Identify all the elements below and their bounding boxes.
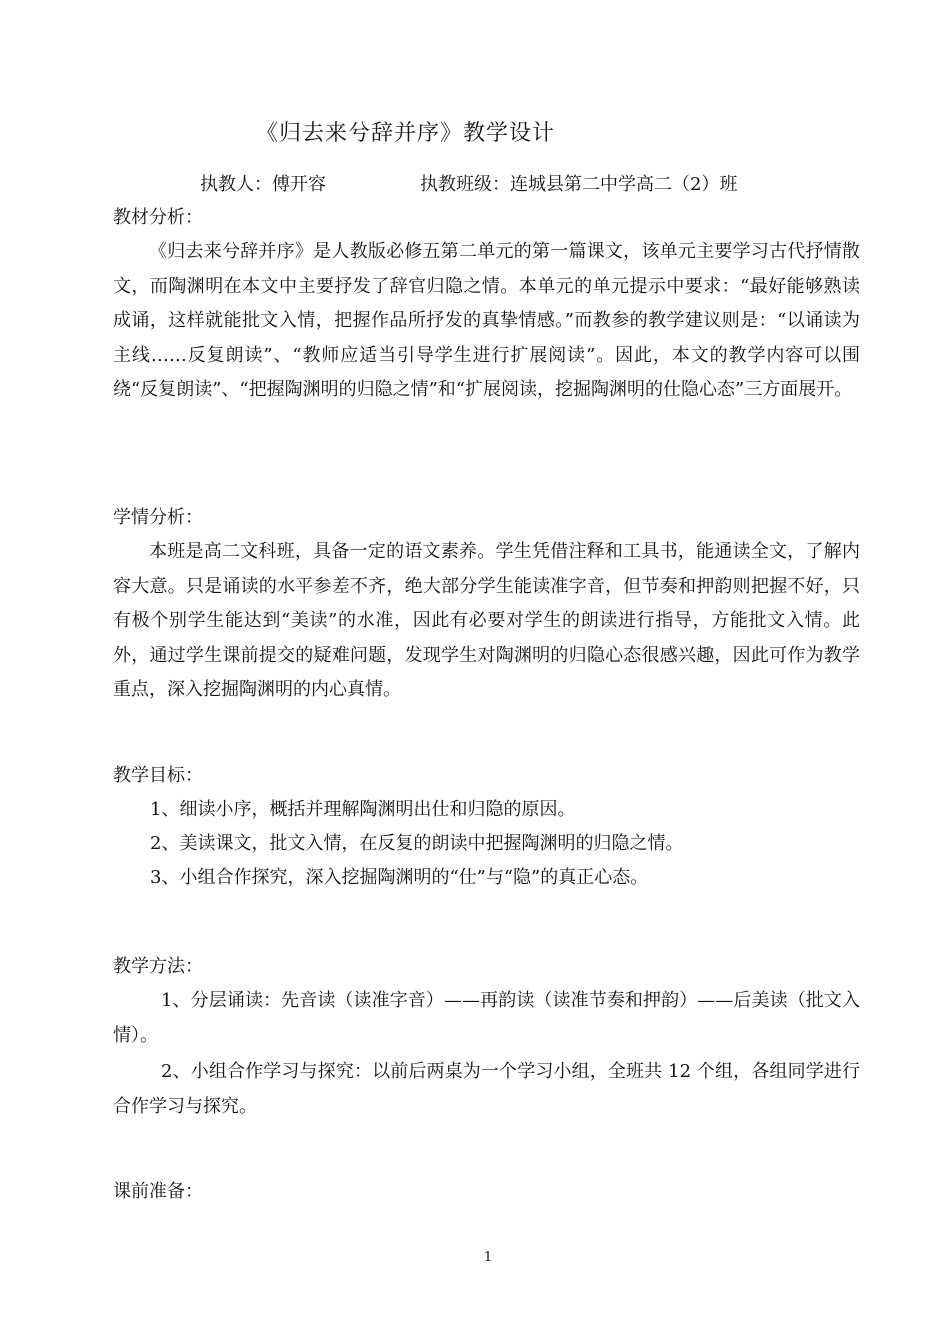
method-item: 1、分层诵读：先音读（读准字音）——再韵读（读准节奏和押韵）——后美读（批文入情）。 (113, 990, 860, 1046)
teacher-line: 执教人：傅开容 (200, 174, 326, 195)
teaching-goals-heading: 教学目标： (113, 765, 203, 786)
material-analysis-section (113, 201, 860, 408)
teaching-methods-section (113, 950, 860, 1124)
preparation-heading: 课前准备： (113, 1181, 203, 1202)
page-number: 1 (483, 1250, 493, 1265)
goal-item: 3、小组合作探究，深入挖掘陶渊明的“仕”与“隐”的真正心态。 (150, 867, 649, 888)
teaching-goals-section (113, 759, 860, 895)
goal-item: 1、细读小序，概括并理解陶渊明出仕和归隐的原因。 (150, 799, 576, 820)
document-title: 《归去来兮辞并序》教学设计 (256, 121, 556, 146)
preparation-section (113, 1175, 860, 1209)
method-item: 2、小组合作学习与探究：以前后两桌为一个学习小组，全班共 12 个组，各组同学进行合作学习与探究。 (113, 1061, 860, 1117)
material-analysis-paragraph: 《归去来兮辞并序》是人教版必修五第二单元的第一篇课文，该单元主要学习古代抒情散文，而陶渊明在本文中主要抒发了辞官归隐之情。本单元的单元提示中要求：“最好能够熟读成诵，这样就能批文入情，把握作品所抒发的真挚情感。”而教参的教学建议则是：“以诵读为主线……反复朗读”、“教师应适当引导学生进行扩展阅读”。因此，本文的教学内容可以围绕“反复朗读”、“把握陶渊明的归隐之情”和“扩展阅读，挖掘陶渊明的仕隐心态”三方面展开。 (113, 241, 860, 400)
class-line: 执教班级：连城县第二中学高二（2）班 (420, 174, 738, 195)
goal-item: 2、美读课文，批文入情，在反复的朗读中把握陶渊明的归隐之情。 (150, 833, 684, 854)
material-analysis-heading: 教材分析： (113, 207, 203, 228)
student-analysis-section (113, 501, 860, 708)
teaching-methods-heading: 教学方法： (113, 956, 203, 977)
student-analysis-paragraph: 本班是高二文科班，具备一定的语文素养。学生凭借注释和工具书，能通读全文，了解内容大意。只是诵读的水平参差不齐，绝大部分学生能读准字音，但节奏和押韵则把握不好，只有极个别学生能达到“美读”的水准，因此有必要对学生的朗读进行指导，方能批文入情。此外，通过学生课前提交的疑难问题，发现学生对陶渊明的归隐心态很感兴趣，因此可作为教学重点，深入挖掘陶渊明的内心真情。 (113, 541, 860, 700)
student-analysis-heading: 学情分析： (113, 507, 203, 528)
